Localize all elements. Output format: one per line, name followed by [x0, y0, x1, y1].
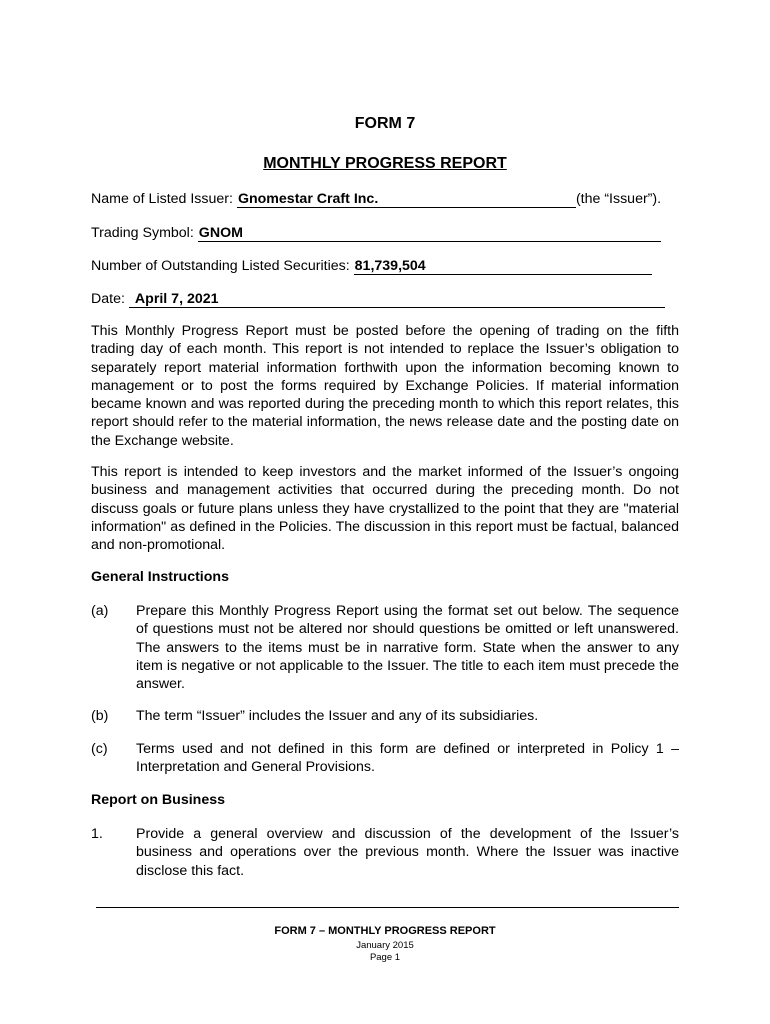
general-instructions-heading: General Instructions: [91, 569, 229, 585]
issuer-label: Name of Listed Issuer:: [91, 191, 233, 207]
issuer-name-field[interactable]: Gnomestar Craft Inc.: [237, 192, 576, 208]
intro-paragraph-1: This Monthly Progress Report must be posted before the opening of trading on the fifth trading day of each month. This report is not intended to replace the Issuer’s obligation to separately report material information forthwith upon the information becoming known to management or to post the forms required by Exchange Policies. If material information became known and was reported during the preceding month to which this report relates, this report should refer to the material information, the news release date and the posting date on the Exchange website.: [91, 323, 679, 449]
date-label: Date:: [91, 291, 125, 307]
business-item-text: Provide a general overview and discussion of the development of the Issuer’s business and operations over the previous month. Where the Issuer was inactive disclose this fact.: [136, 826, 679, 879]
intro-paragraph-2: This report is intended to keep investors and the market informed of the Issuer’s ongoing business and management activities that occurred during the preceding month. Do not discuss goals or future plans unless they have crystallized to the point that they are "material information" as defined in the Policies. The discussion in this report must be factual, balanced and non-promotional.: [91, 464, 679, 554]
report-on-business-heading: Report on Business: [91, 792, 226, 808]
form-number: FORM 7: [354, 115, 416, 132]
issuer-suffix: (the “Issuer”).: [575, 191, 662, 207]
instruction-marker: (c): [91, 741, 108, 757]
footer-date: January 2015: [356, 940, 414, 951]
date-row: [91, 290, 679, 308]
trading-symbol-row: [91, 224, 679, 242]
instruction-text: Prepare this Monthly Progress Report using the format set out below. The sequence of questions must not be altered nor should questions be omitted or left unanswered. The answers to the items must be in narrative form. State when the answer to any item is negative or not applicable to the Issuer. The title to each item must precede the answer.: [136, 603, 679, 693]
form-title: MONTHLY PROGRESS REPORT: [263, 155, 507, 172]
trading-symbol-label: Trading Symbol:: [91, 225, 194, 241]
business-item: [91, 825, 679, 880]
instruction-marker: (a): [91, 603, 109, 619]
form-page: [91, 0, 679, 1024]
business-item-marker: 1.: [91, 826, 103, 842]
outstanding-securities-row: [91, 257, 679, 275]
instruction-text: Terms used and not defined in this form are defined or interpreted in Policy 1 – Interpretation and General Provisions.: [136, 741, 679, 776]
instruction-text: The term “Issuer” includes the Issuer and any of its subsidiaries.: [136, 708, 539, 724]
trading-symbol-field[interactable]: GNOM: [198, 226, 661, 242]
instruction-item: [91, 740, 679, 777]
instruction-item: [91, 602, 679, 693]
outstanding-securities-field[interactable]: 81,739,504: [354, 259, 652, 275]
issuer-name-row: [91, 190, 679, 208]
footer-divider: [96, 907, 679, 908]
instruction-marker: (b): [91, 708, 109, 724]
instruction-item: [91, 707, 679, 725]
footer-page-number: Page 1: [369, 952, 401, 963]
outstanding-securities-label: Number of Outstanding Listed Securities:: [91, 258, 350, 274]
footer-title: FORM 7 – MONTHLY PROGRESS REPORT: [274, 925, 496, 937]
date-field[interactable]: April 7, 2021: [129, 292, 665, 308]
